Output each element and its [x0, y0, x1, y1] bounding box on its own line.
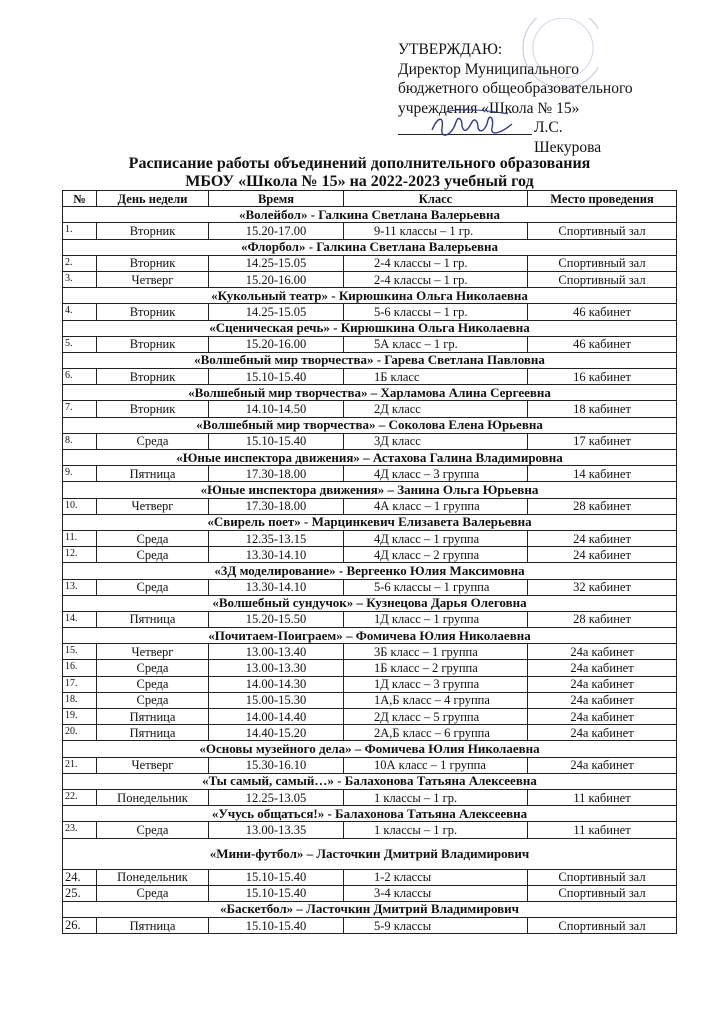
row-class: 1 классы – 1 гр.	[344, 789, 528, 805]
signatory-name: Л.С. Шекурова	[534, 119, 602, 156]
row-time: 15.10-15.40	[209, 369, 344, 385]
row-day: Среда	[97, 547, 209, 563]
row-place: 46 кабинет	[528, 336, 677, 352]
row-day: Понедельник	[97, 869, 209, 885]
row-number: 8.	[63, 433, 97, 449]
row-number: 10.	[63, 498, 97, 514]
section-title: «Волейбол» - Галкина Светлана Валерьевна	[63, 207, 677, 223]
approval-heading: УТВЕРЖДАЮ:	[398, 41, 503, 58]
section-row	[63, 482, 677, 498]
row-time: 17.30-18.00	[209, 498, 344, 514]
row-time: 15.10-15.40	[209, 885, 344, 901]
row-class: 2А,Б класс – 6 группа	[344, 725, 528, 741]
row-time: 13.00-13.35	[209, 822, 344, 838]
table-row	[63, 676, 677, 692]
row-class: 1 классы – 1 гр.	[344, 822, 528, 838]
row-place: Спортивный зал	[528, 885, 677, 901]
row-number: 5.	[63, 336, 97, 352]
section-row	[63, 838, 677, 869]
section-title: «Ты самый, самый…» - Балахонова Татьяна Алексеевна	[63, 773, 677, 789]
row-class: 2-4 классы – 1 гр.	[344, 255, 528, 271]
row-number: 4.	[63, 304, 97, 320]
row-day: Вторник	[97, 223, 209, 239]
table-row	[63, 498, 677, 514]
approval-org-line2: учреждения «Школа № 15»	[398, 99, 580, 117]
section-title: «Свирель поет» - Марцинкевич Елизавета Валерьевна	[63, 514, 677, 530]
row-class: 1Б класс – 2 группа	[344, 660, 528, 676]
section-title: «Юные инспектора движения» – Занина Ольга Юрьевна	[63, 482, 677, 498]
section-row	[63, 773, 677, 789]
row-class: 4Д класс – 1 группа	[344, 530, 528, 546]
row-time: 17.30-18.00	[209, 466, 344, 482]
row-class: 4Д класс – 3 группа	[344, 466, 528, 482]
section-row	[63, 320, 677, 336]
table-header-row	[63, 191, 677, 207]
row-number: 22.	[63, 789, 97, 805]
section-title: «Мини-футбол» – Ласточкин Дмитрий Владимирович	[63, 838, 677, 869]
row-time: 15.20-16.00	[209, 271, 344, 287]
row-place: 46 кабинет	[528, 304, 677, 320]
row-place: 11 кабинет	[528, 789, 677, 805]
row-day: Среда	[97, 660, 209, 676]
row-day: Среда	[97, 530, 209, 546]
row-class: 5А класс – 1 гр.	[344, 336, 528, 352]
section-row	[63, 288, 677, 304]
table-row	[63, 433, 677, 449]
row-place: 32 кабинет	[528, 579, 677, 595]
table-row	[63, 644, 677, 660]
row-number: 18.	[63, 692, 97, 708]
row-class: 2-4 классы – 1 гр.	[344, 271, 528, 287]
table-row	[63, 255, 677, 271]
row-day: Среда	[97, 579, 209, 595]
row-number: 2.	[63, 255, 97, 271]
row-place: Спортивный зал	[528, 223, 677, 239]
row-place: 24а кабинет	[528, 676, 677, 692]
table-row	[63, 466, 677, 482]
row-day: Среда	[97, 885, 209, 901]
row-place: 16 кабинет	[528, 369, 677, 385]
row-day: Четверг	[97, 644, 209, 660]
header-time: Время	[209, 191, 344, 207]
row-place: Спортивный зал	[528, 869, 677, 885]
section-title: «Волшебный сундучок» – Кузнецова Дарья Олеговна	[63, 595, 677, 611]
header-place: Место проведения	[528, 191, 677, 207]
section-row	[63, 417, 677, 433]
row-place: 28 кабинет	[528, 498, 677, 514]
row-place: 28 кабинет	[528, 611, 677, 627]
section-title: «Учусь общаться!» - Балахонова Татьяна Алексеевна	[63, 806, 677, 822]
row-day: Вторник	[97, 336, 209, 352]
row-time: 14.00-14.30	[209, 676, 344, 692]
row-time: 14.40-15.20	[209, 725, 344, 741]
row-place: 24 кабинет	[528, 530, 677, 546]
row-time: 14.25-15.05	[209, 304, 344, 320]
table-row	[63, 579, 677, 595]
row-class: 2Д класс	[344, 401, 528, 417]
table-row	[63, 822, 677, 838]
table-row	[63, 918, 677, 934]
section-row	[63, 806, 677, 822]
table-row	[63, 757, 677, 773]
row-time: 13.30-14.10	[209, 547, 344, 563]
section-title: «Волшебный мир творчества» - Гарева Светлана Павловна	[63, 352, 677, 368]
row-time: 15.30-16.10	[209, 757, 344, 773]
row-class: 1Б класс	[344, 369, 528, 385]
table-row	[63, 336, 677, 352]
row-place: 24 кабинет	[528, 547, 677, 563]
document-subtitle: МБОУ «Школа № 15» на 2022-2023 учебный год	[185, 173, 534, 190]
row-number: 7.	[63, 401, 97, 417]
table-row	[63, 692, 677, 708]
row-number: 20.	[63, 725, 97, 741]
document-title: Расписание работы объединений дополнительного образования	[128, 155, 591, 172]
section-row	[63, 207, 677, 223]
row-place: 11 кабинет	[528, 822, 677, 838]
row-number: 21.	[63, 757, 97, 773]
section-row	[63, 514, 677, 530]
row-class: 3-4 классы	[344, 885, 528, 901]
row-day: Среда	[97, 822, 209, 838]
section-title: «Основы музейного дела» – Фомичева Юлия Николаевна	[63, 741, 677, 757]
header-class: Класс	[344, 191, 528, 207]
section-row	[63, 741, 677, 757]
row-day: Понедельник	[97, 789, 209, 805]
table-row	[63, 271, 677, 287]
row-class: 5-6 классы – 1 гр.	[344, 304, 528, 320]
row-class: 9-11 классы – 1 гр.	[344, 223, 528, 239]
row-place: 24а кабинет	[528, 725, 677, 741]
row-number: 15.	[63, 644, 97, 660]
row-day: Пятница	[97, 466, 209, 482]
row-class: 1-2 классы	[344, 869, 528, 885]
row-time: 15.20-16.00	[209, 336, 344, 352]
row-day: Вторник	[97, 401, 209, 417]
row-class: 1Д класс – 1 группа	[344, 611, 528, 627]
row-time: 15.20-17.00	[209, 223, 344, 239]
row-number: 26.	[63, 918, 97, 934]
section-row	[63, 901, 677, 917]
table-row	[63, 660, 677, 676]
row-number: 23.	[63, 822, 97, 838]
section-title: «Волшебный мир творчества» – Соколова Елена Юрьевна	[63, 417, 677, 433]
row-time: 15.10-15.40	[209, 433, 344, 449]
table-row	[63, 369, 677, 385]
row-number: 6.	[63, 369, 97, 385]
row-class: 5-9 классы	[344, 918, 528, 934]
row-time: 13.30-14.10	[209, 579, 344, 595]
row-number: 11.	[63, 530, 97, 546]
row-day: Четверг	[97, 271, 209, 287]
row-time: 14.25-15.05	[209, 255, 344, 271]
table-row	[63, 869, 677, 885]
table-row	[63, 611, 677, 627]
row-place: Спортивный зал	[528, 271, 677, 287]
row-place: Спортивный зал	[528, 255, 677, 271]
row-day: Вторник	[97, 369, 209, 385]
row-class: 3Б класс – 1 группа	[344, 644, 528, 660]
row-number: 16.	[63, 660, 97, 676]
row-day: Вторник	[97, 304, 209, 320]
row-day: Четверг	[97, 498, 209, 514]
handwritten-signature	[428, 108, 518, 142]
section-title: «Волшебный мир творчества» – Харламова Алина Сергеевна	[63, 385, 677, 401]
section-title: «3Д моделирование» - Вергеенко Юлия Максимовна	[63, 563, 677, 579]
row-place: 17 кабинет	[528, 433, 677, 449]
section-title: «Флорбол» - Галкина Светлана Валерьевна	[63, 239, 677, 255]
row-time: 12.25-13.05	[209, 789, 344, 805]
row-day: Вторник	[97, 255, 209, 271]
signature-row	[398, 118, 633, 156]
row-number: 17.	[63, 676, 97, 692]
row-class: 4А класс – 1 группа	[344, 498, 528, 514]
table-row	[63, 709, 677, 725]
row-time: 15.10-15.40	[209, 869, 344, 885]
row-time: 14.10-14.50	[209, 401, 344, 417]
section-title: «Юные инспектора движения» – Астахова Галина Владимировна	[63, 450, 677, 466]
row-class: 1А,Б класс – 4 группа	[344, 692, 528, 708]
row-time: 13.00-13.30	[209, 660, 344, 676]
section-row	[63, 450, 677, 466]
schedule-body	[63, 207, 677, 934]
row-number: 14.	[63, 611, 97, 627]
row-class: 5-6 классы – 1 группа	[344, 579, 528, 595]
row-number: 13.	[63, 579, 97, 595]
row-number: 12.	[63, 547, 97, 563]
table-row	[63, 530, 677, 546]
row-day: Четверг	[97, 757, 209, 773]
row-place: 24а кабинет	[528, 692, 677, 708]
approval-org-line1: бюджетного общеобразовательного	[398, 80, 633, 97]
row-number: 1.	[63, 223, 97, 239]
row-class: 1Д класс – 3 группа	[344, 676, 528, 692]
section-row	[63, 563, 677, 579]
section-row	[63, 595, 677, 611]
row-number: 19.	[63, 709, 97, 725]
row-place: 24а кабинет	[528, 709, 677, 725]
row-place: 14 кабинет	[528, 466, 677, 482]
section-row	[63, 628, 677, 644]
row-time: 15.00-15.30	[209, 692, 344, 708]
table-row	[63, 401, 677, 417]
row-day: Среда	[97, 676, 209, 692]
row-time: 14.00-14.40	[209, 709, 344, 725]
row-place: Спортивный зал	[528, 918, 677, 934]
table-row	[63, 304, 677, 320]
section-row	[63, 239, 677, 255]
row-time: 13.00-13.40	[209, 644, 344, 660]
row-time: 15.20-15.50	[209, 611, 344, 627]
row-place: 24а кабинет	[528, 660, 677, 676]
row-class: 2Д класс – 5 группа	[344, 709, 528, 725]
row-place: 24а кабинет	[528, 757, 677, 773]
header-number: №	[63, 191, 97, 207]
table-row	[63, 725, 677, 741]
table-row	[63, 789, 677, 805]
table-row	[63, 547, 677, 563]
section-title: «Сценическая речь» - Кирюшкина Ольга Николаевна	[63, 320, 677, 336]
row-day: Пятница	[97, 611, 209, 627]
approval-position: Директор Муниципального	[398, 60, 579, 78]
section-title: «Почитаем-Поиграем» – Фомичева Юлия Николаевна	[63, 628, 677, 644]
approval-block	[398, 40, 633, 156]
row-place: 18 кабинет	[528, 401, 677, 417]
row-time: 15.10-15.40	[209, 918, 344, 934]
row-number: 25.	[63, 885, 97, 901]
row-day: Среда	[97, 692, 209, 708]
row-place: 24а кабинет	[528, 644, 677, 660]
table-row	[63, 223, 677, 239]
row-class: 4Д класс – 2 группа	[344, 547, 528, 563]
header-day: День недели	[97, 191, 209, 207]
row-day: Пятница	[97, 709, 209, 725]
row-class: 3Д класс	[344, 433, 528, 449]
row-number: 9.	[63, 466, 97, 482]
row-day: Пятница	[97, 725, 209, 741]
section-row	[63, 352, 677, 368]
row-day: Среда	[97, 433, 209, 449]
section-title: «Баскетбол» – Ласточкин Дмитрий Владимирович	[63, 901, 677, 917]
table-row	[63, 885, 677, 901]
row-number: 3.	[63, 271, 97, 287]
row-day: Пятница	[97, 918, 209, 934]
row-time: 12.35-13.15	[209, 530, 344, 546]
row-number: 24.	[63, 869, 97, 885]
section-title: «Кукольный театр» - Кирюшкина Ольга Николаевна	[63, 288, 677, 304]
schedule-table	[62, 190, 677, 934]
row-class: 10А класс – 1 группа	[344, 757, 528, 773]
section-row	[63, 385, 677, 401]
